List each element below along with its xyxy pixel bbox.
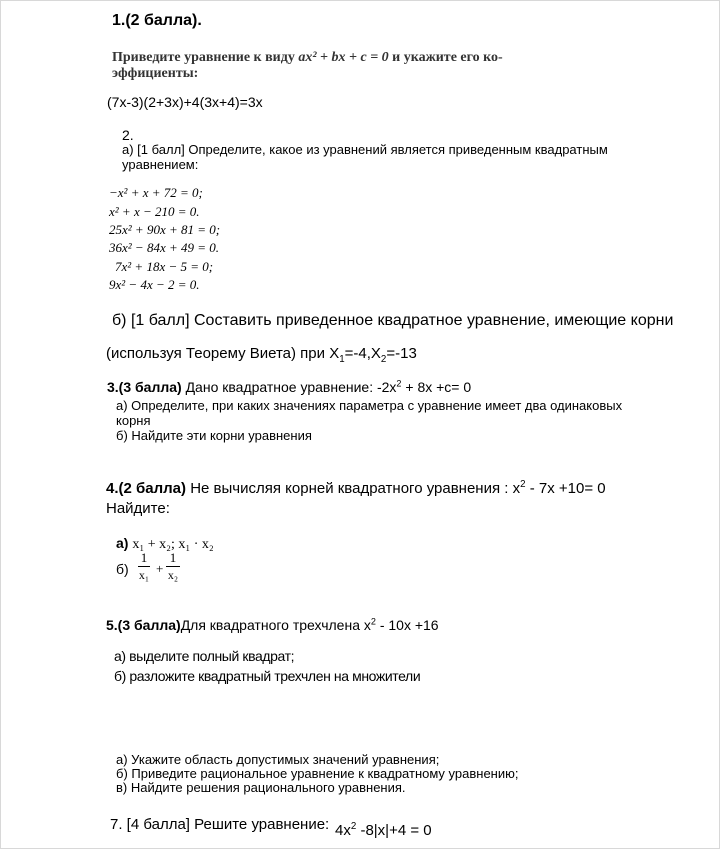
task7-header: 7. [4 балла] Решите уравнение:	[110, 816, 330, 833]
task4-plus: +	[156, 561, 164, 576]
task3-text: Дано квадратное уравнение: -2x	[181, 379, 397, 395]
task7-equation-end: -8|x|+4 = 0	[356, 822, 432, 839]
task5-power: 2	[370, 616, 376, 627]
task3-item-b: б) Найдите эти корни уравнения	[116, 428, 312, 443]
task6-item-c: в) Найдите решения рационального уравнения.	[116, 780, 406, 795]
task3-line	[107, 379, 471, 395]
task5-item-b: б) разложите квадратный трехчлен на множители	[114, 668, 421, 684]
task5-line	[106, 617, 439, 633]
task6-item-a: а) Укажите область допустимых значений уравнения;	[116, 752, 440, 767]
task2-root2-value: =-13	[386, 345, 417, 362]
task2-part-b-line2	[106, 345, 417, 365]
fraction-bar	[138, 566, 150, 567]
task5-header: 5.(3 балла)	[106, 617, 181, 633]
task4-frac1-denominator: x₁	[138, 568, 150, 582]
task5-item-a: а) выделите полный квадрат;	[114, 648, 295, 664]
task1-instruction-line2: эффициенты:	[112, 66, 199, 81]
task4-text-end: - 7x +10= 0	[525, 480, 606, 497]
task7-equation	[335, 822, 432, 839]
task2-equation: 9x² − 4x − 2 = 0.	[109, 277, 200, 292]
task4-item-b-label: б)	[116, 561, 129, 577]
task4-header: 4.(2 балла)	[106, 480, 187, 497]
task2-part-a-line1: а) [1 балл] Определите, какое из уравнений является приведенным квадратным	[122, 142, 608, 157]
task2-number: 2.	[122, 127, 134, 143]
task2-equation: 7x² + 18x − 5 = 0;	[115, 259, 214, 274]
task5-text: Для квадратного трехчлена x	[180, 617, 371, 633]
task2-part-a-line2: уравнением:	[122, 157, 199, 172]
task1-equation: (7x-3)(2+3x)+4(3x+4)=3x	[107, 94, 263, 110]
task4-item-a-label: а)	[116, 535, 129, 551]
task4-line	[106, 480, 606, 497]
task2-equation: −x² + x + 72 = 0;	[109, 185, 203, 200]
task2-root1-value: =-4,X	[344, 345, 381, 362]
task3-header: 3.(3 балла)	[107, 379, 182, 395]
task1-instruction-text: Приведите уравнение к виду	[112, 50, 299, 65]
task3-item-a-line1: а) Определите, при каких значениях параметра с уравнение имеет два одинаковых	[116, 398, 623, 413]
task4-frac2-numerator: 1	[169, 550, 177, 565]
task2-equation: 25x² + 90x + 81 = 0;	[109, 222, 221, 237]
task4-fraction-1	[138, 551, 150, 582]
task1-instruction-line1	[112, 50, 503, 66]
task4-frac1-numerator: 1	[140, 550, 148, 565]
task4-item-a	[116, 535, 214, 553]
task3-item-a-line2: корня	[116, 413, 151, 428]
task4-power: 2	[520, 479, 526, 490]
task6-item-b: б) Приведите рациональное уравнение к квадратному уравнению;	[116, 766, 519, 781]
task1-header: 1.(2 балла).	[112, 12, 202, 29]
task2-part-b-text: (используя Теорему Виета) при X	[106, 345, 340, 362]
task4-item-a-expr: x₁ + x₂; x₁ · x₂	[132, 537, 214, 552]
task2-part-b-line1: б) [1 балл] Составить приведенное квадратное уравнение, имеющие корни	[112, 312, 674, 329]
task7-power: 2	[350, 821, 357, 832]
task2-equation: x² + x − 210 = 0.	[109, 204, 200, 219]
task1-instruction-text2: и укажите его ко-	[388, 50, 503, 65]
task2-root1-index: 1	[339, 354, 345, 365]
task7-equation-start: 4x	[335, 822, 351, 839]
task4-find: Найдите:	[106, 500, 170, 517]
task4-text: Не вычисляя корней квадратного уравнения : x	[186, 480, 521, 497]
task3-text-end: + 8x +c= 0	[401, 379, 472, 395]
task2-equation: 36x² − 84x + 49 = 0.	[109, 240, 220, 255]
task5-text-end: - 10x +16	[375, 617, 439, 633]
task3-power: 2	[396, 378, 402, 389]
task4-frac2-denominator: x₂	[167, 568, 179, 582]
task4-fraction-2	[166, 551, 180, 582]
task2-root2-index: 2	[380, 354, 387, 365]
fraction-bar	[166, 566, 180, 567]
task1-instruction-formula: ax² + bx + c = 0	[298, 50, 389, 65]
